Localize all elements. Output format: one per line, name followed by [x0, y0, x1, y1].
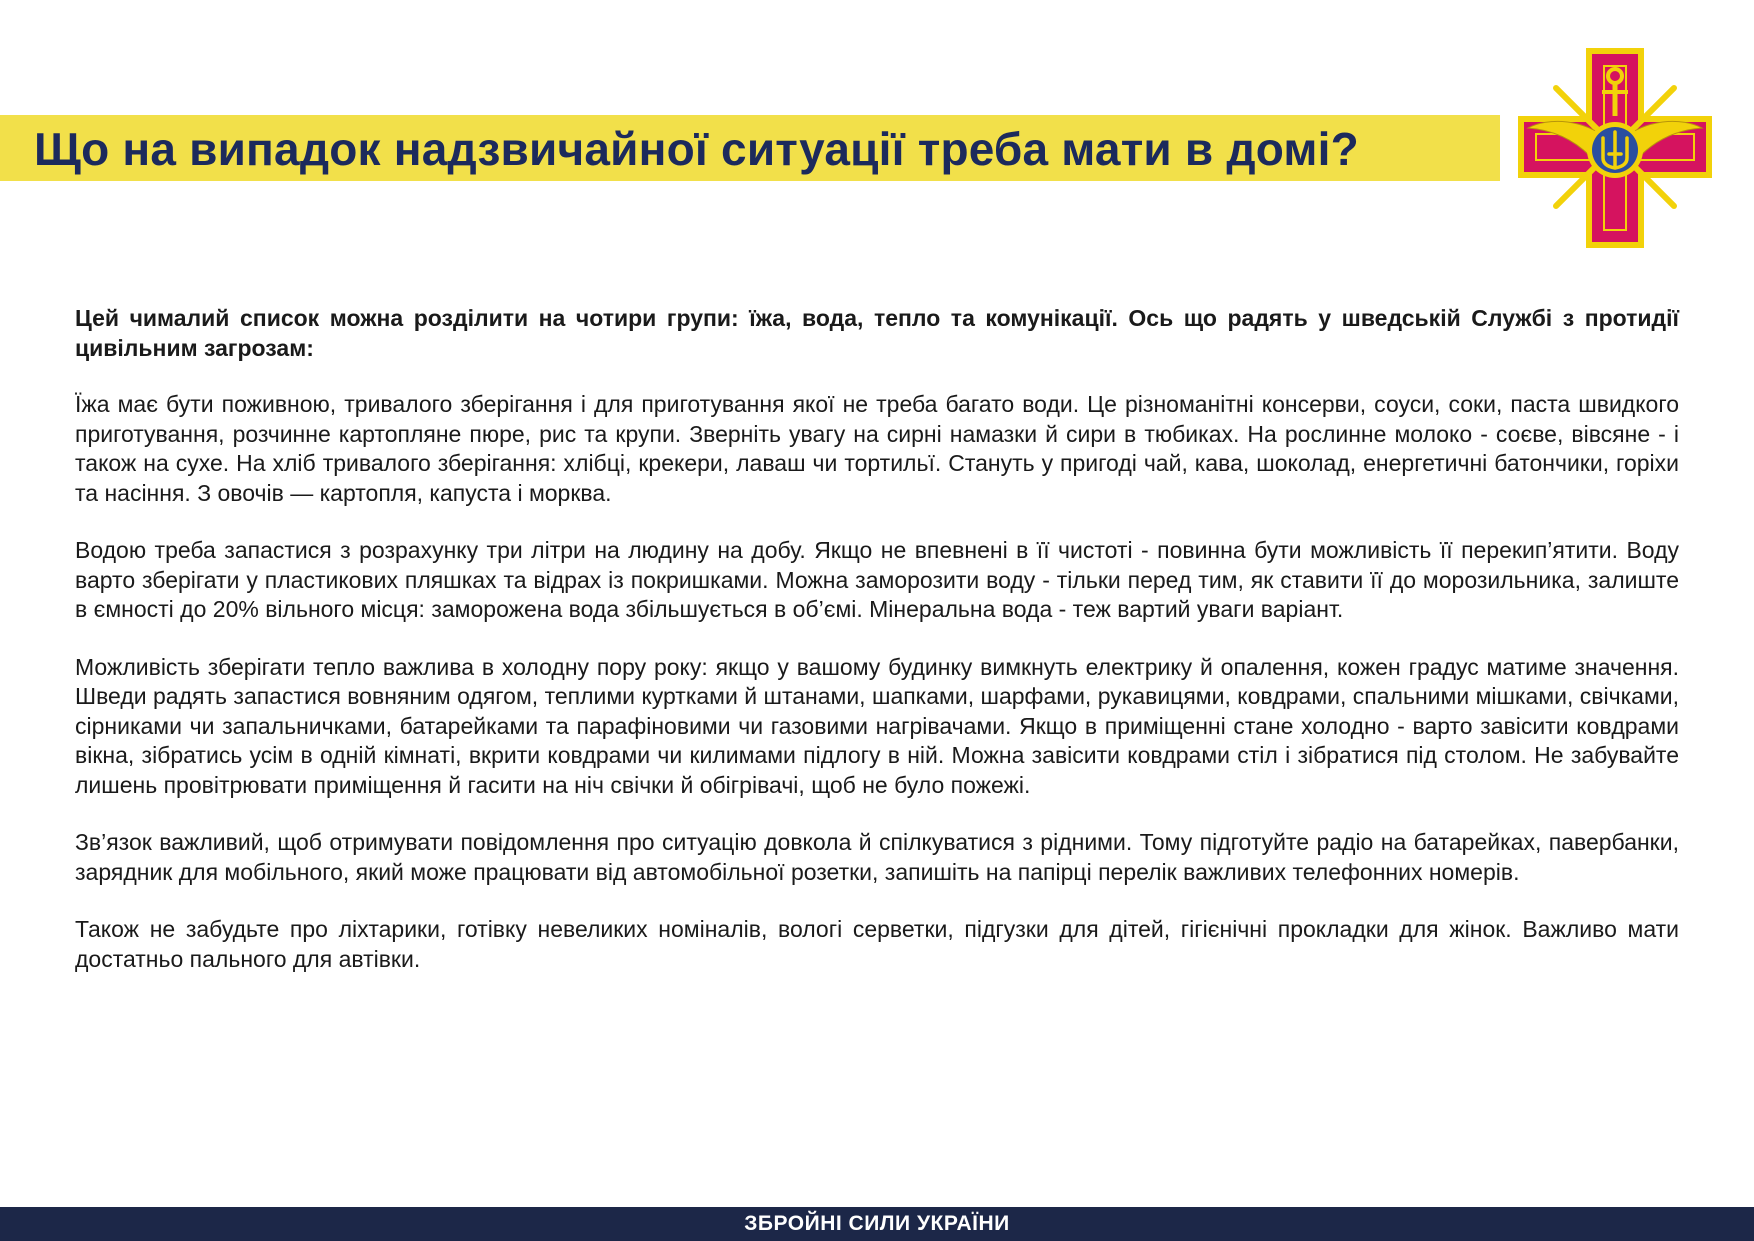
water-paragraph: Водою треба запастися з розрахунку три літри на людину на добу. Якщо не впевнені в її чистоті - повинна бути можливість її перекип’ятити. Воду варто зберігати у пластикових пляшках та відрах із покришками. Можна заморозити воду - тільки перед тим, як ставити її до морозильника, залиште в ємності до 20% вільного місця: заморожена вода збільшується в об’ємі. Мінеральна вода - теж вартий уваги варіант.: [75, 537, 1679, 622]
article-body: [75, 304, 1679, 1002]
intro-paragraph: Цей чималий список можна розділити на чотири групи: їжа, вода, тепло та комунікації. Ось що радять у шведській Службі з протидії цивільним загрозам:: [75, 305, 1679, 361]
armed-forces-emblem-icon: [1516, 46, 1714, 250]
communication-paragraph: Зв’язок важливий, щоб отримувати повідомлення про ситуацію довкола й спілкуватися з рідними. Тому підготуйте радіо на батарейках, павербанки, зарядник для мобільного, який може працювати від автомобільної розетки, запишіть на папірці перелік важливих телефонних номерів.: [75, 829, 1679, 885]
page-title: Що на випадок надзвичайної ситуації треба мати в домі?: [34, 123, 1359, 175]
misc-paragraph: Також не забудьте про ліхтарики, готівку невеликих номіналів, вологі серветки, підгузки для дітей, гігієнічні прокладки для жінок. Важливо мати достатньо пального для автівки.: [75, 916, 1679, 972]
footer-bar: [0, 1207, 1754, 1241]
footer-text: ЗБРОЙНІ СИЛИ УКРАЇНИ: [744, 1212, 1010, 1235]
food-paragraph: Їжа має бути поживною, тривалого зберігання і для приготування якої не треба багато води. Це різноманітні консерви, соуси, соки, паста швидкого приготування, розчинне картопляне пюре, рис та крупи. Зверніть увагу на сирні намазки й сири в тюбиках. На рослинне молоко - соєве, вівсяне - і також на сухе. На хліб тривалого зберігання: хлібці, крекери, лаваш чи тортильї. Стануть у пригоді чай, кава, шоколад, енергетичні батончики, горіхи та насіння. З овочів — картопля, капуста і морква.: [75, 391, 1679, 506]
heat-paragraph: Можливість зберігати тепло важлива в холодну пору року: якщо у вашому будинку вимкнуть електрику й опалення, кожен градус матиме значення. Шведи радять запастися вовняним одягом, теплими куртками й штанами, шапками, шарфами, рукавицями, ковдрами, спальними мішками, свічками, сірниками чи запальничками, батарейками та парафіновими чи газовими нагрівачами. Якщо в приміщенні стане холодно - варто завісити ковдрами вікна, зібратись усім в одній кімнаті, вкрити ковдрами чи килимами підлогу в ній. Можна завісити ковдрами стіл і зібратися під столом. Не забувайте лишень провітрювати приміщення й гасити на ніч свічки й обігрівачі, щоб не було пожежі.: [75, 653, 1679, 798]
